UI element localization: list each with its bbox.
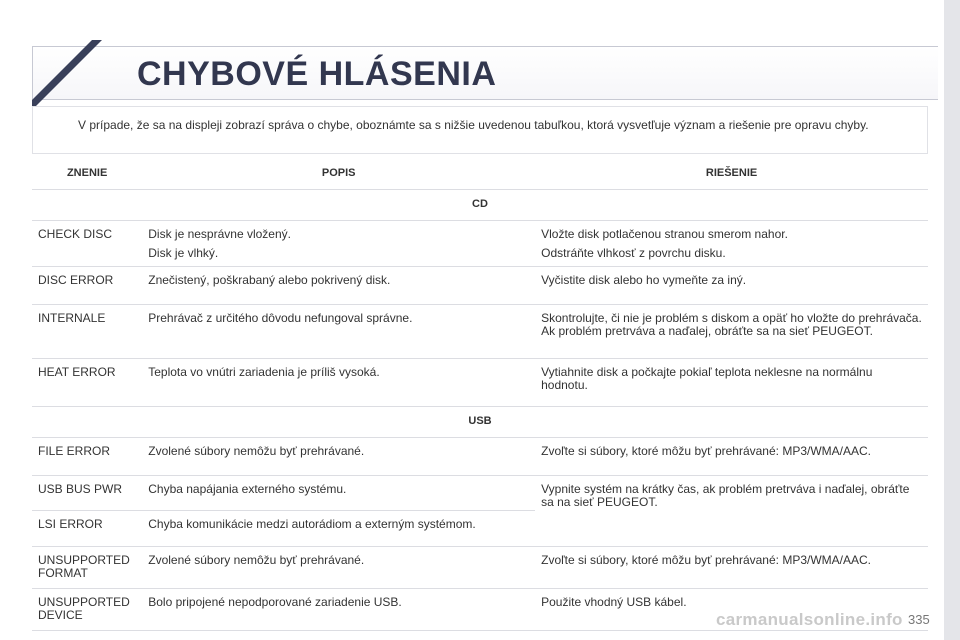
error-description: Bolo pripojené nepodporované zariadenie USB.	[142, 589, 535, 631]
table-row	[32, 221, 928, 267]
error-solution: Zvoľte si súbory, ktoré môžu byť prehrávané: MP3/WMA/AAC.	[535, 547, 928, 589]
title-corner-decoration	[32, 40, 102, 110]
solution-line: Odstráňte vlhkosť z povrchu disku.	[541, 246, 726, 260]
error-code: INTERNALE	[32, 305, 142, 359]
table-row	[32, 547, 928, 589]
header-znenie: ZNENIE	[32, 160, 142, 190]
table-row	[32, 438, 928, 476]
error-solution: Použite vhodný USB kábel.	[535, 589, 928, 631]
table-row	[32, 359, 928, 407]
page-number: 335	[908, 612, 930, 627]
error-description: Prehrávač z určitého dôvodu nefungoval správne.	[142, 305, 535, 359]
table-row	[32, 305, 928, 359]
error-solution: Vyčistite disk alebo ho vymeňte za iný.	[535, 267, 928, 305]
watermark-text: carmanualsonline.info	[716, 610, 903, 629]
error-description: Teplota vo vnútri zariadenia je príliš vysoká.	[142, 359, 535, 407]
error-solution	[535, 221, 928, 267]
table-row	[32, 476, 928, 511]
error-description: Zvolené súbory nemôžu byť prehrávané.	[142, 438, 535, 476]
error-code: FILE ERROR	[32, 438, 142, 476]
error-solution: Vypnite systém na krátky čas, ak problém pretrváva i naďalej, obráťte sa na sieť PEUGEOT.	[535, 476, 928, 547]
error-code: LSI ERROR	[32, 511, 142, 547]
error-description: Chyba komunikácie medzi autorádiom a externým systémom.	[142, 511, 535, 547]
error-description: Znečistený, poškrabaný alebo pokrivený disk.	[142, 267, 535, 305]
intro-box	[32, 106, 928, 154]
error-code: UNSUPPORTED FORMAT	[32, 547, 142, 589]
description-line: Disk je nesprávne vložený.	[148, 227, 291, 241]
header-riesenie: RIEŠENIE	[535, 160, 928, 190]
solution-line: Vložte disk potlačenou stranou smerom nahor.	[541, 227, 788, 241]
error-code: UNSUPPORTED DEVICE	[32, 589, 142, 631]
table-header-row	[32, 160, 928, 190]
error-solution: Skontrolujte, či nie je problém s diskom a opäť ho vložte do prehrávača. Ak problém pretrváva a naďalej, obráťte sa na sieť PEUGEOT.	[535, 305, 928, 359]
table-row	[32, 267, 928, 305]
section-label: CD	[32, 190, 928, 221]
error-description: Chyba napájania externého systému.	[142, 476, 535, 511]
page-title: CHYBOVÉ HLÁSENIA	[137, 55, 497, 93]
error-code: USB BUS PWR	[32, 476, 142, 511]
error-solution: Vytiahnite disk a počkajte pokiaľ teplota neklesne na normálnu hodnotu.	[535, 359, 928, 407]
section-row-usb	[32, 407, 928, 438]
header-popis: POPIS	[142, 160, 535, 190]
section-row-cd	[32, 190, 928, 221]
error-description: Zvolené súbory nemôžu byť prehrávané.	[142, 547, 535, 589]
description-line: Disk je vlhký.	[148, 246, 219, 260]
section-label: USB	[32, 407, 928, 438]
page-side-strip	[944, 0, 960, 640]
intro-text: V prípade, že sa na displeji zobrazí správa o chybe, oboznámte sa s nižšie uvedenou tabuľkou, ktorá vysvetľuje význam a riešenie pre opravu chyby.	[78, 118, 869, 132]
error-solution: Zvoľte si súbory, ktoré môžu byť prehrávané: MP3/WMA/AAC.	[535, 438, 928, 476]
error-code: HEAT ERROR	[32, 359, 142, 407]
error-code: CHECK DISC	[32, 221, 142, 267]
error-description	[142, 221, 535, 267]
error-messages-table	[32, 160, 928, 631]
error-code: DISC ERROR	[32, 267, 142, 305]
